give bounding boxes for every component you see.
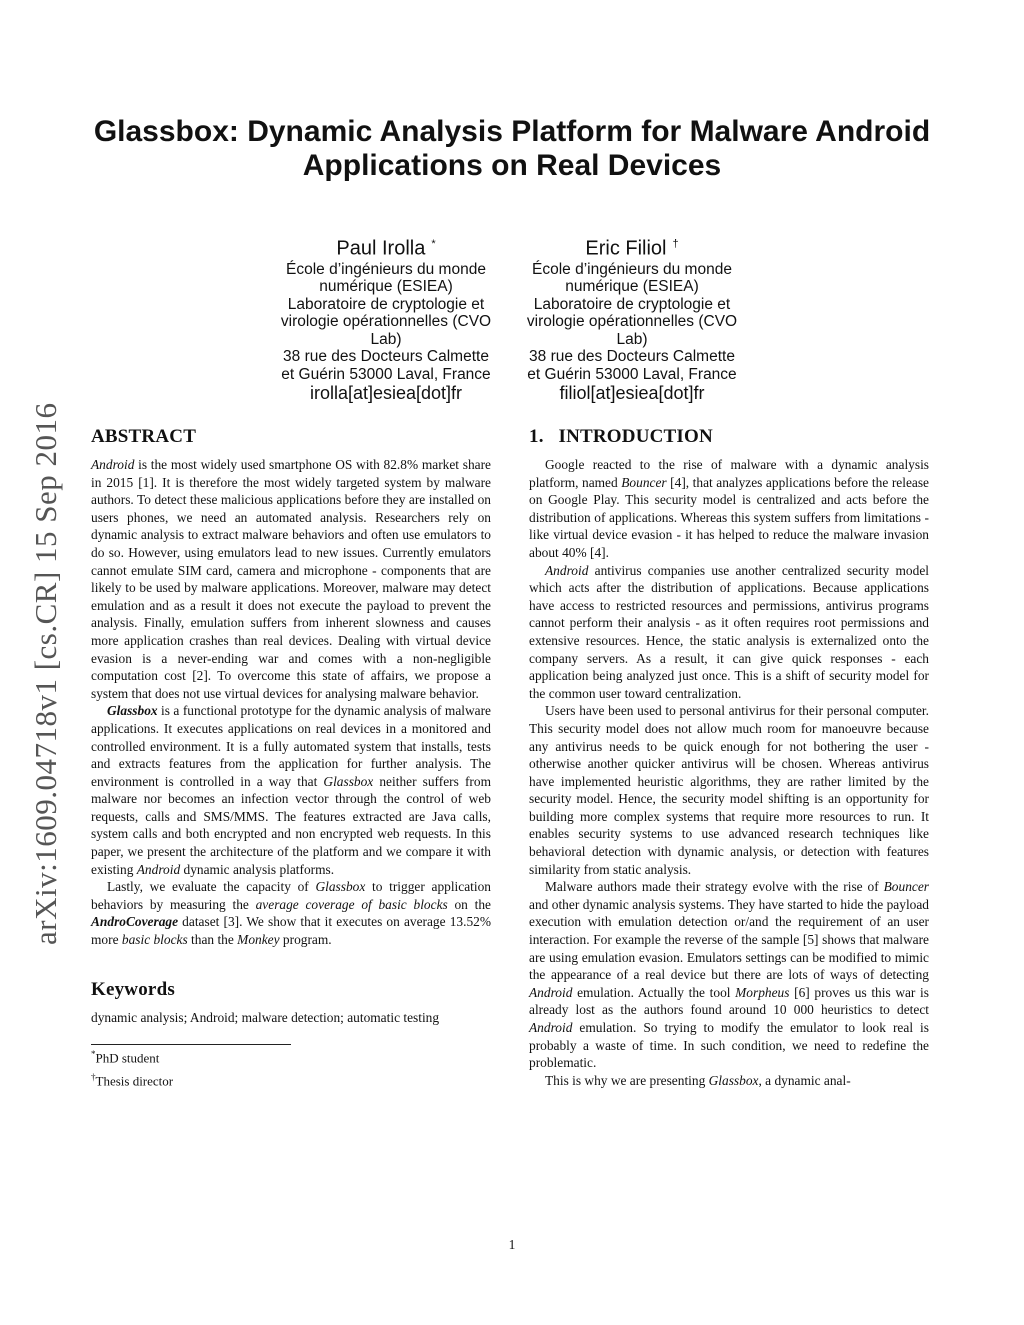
text-run: than the — [187, 932, 238, 948]
text-run: Google reacted to the rise of malware with a dynamic analysis platform, named — [529, 457, 929, 490]
emphasized-text: Glassbox — [107, 703, 158, 719]
affiliation-line: École d’ingénieurs du monde — [532, 260, 732, 278]
text-run: dataset [3]. We show that it executes on average 13.52% more — [91, 914, 491, 948]
emphasized-text: Bouncer — [883, 879, 929, 895]
paper-title-line-1: Glassbox: Dynamic Analysis Platform for Malware Android — [93, 115, 931, 148]
affiliation-line: Lab) — [370, 330, 402, 348]
text-run: emulation. So trying to modify the emulator to look real is probably a waste of time. In such condition, we need to redefine the problematic. — [529, 1020, 929, 1071]
affiliation-line: 38 rue des Docteurs Calmette — [529, 348, 735, 366]
emphasized-text: Bouncer — [621, 474, 667, 490]
affiliation-line: Lab) — [616, 330, 648, 348]
right-column — [529, 426, 929, 1089]
paper-title-line-2: Applications on Real Devices — [302, 149, 722, 182]
text-run: to trigger application behaviors by measuring the — [91, 879, 491, 912]
text-run: is a functional prototype for the dynamic analysis of malware applications. It executes applications on real devices in a monitored and controlled environment. It is a fully automated system that installs, tests and extracts features from the application for further analysis. The environment is controlled in a way that — [91, 703, 491, 789]
abstract-paragraph-2 — [91, 702, 491, 878]
author-block-irolla — [266, 232, 506, 403]
emphasized-text: Glassbox — [323, 773, 374, 789]
emphasized-text: Android — [529, 984, 573, 1000]
introduction-paragraph-5 — [529, 1072, 929, 1090]
text-run: program. — [279, 932, 332, 948]
affiliation-line: numérique (ESIEA) — [319, 278, 453, 296]
text-run: Malware authors made their strategy evolve with the rise of — [545, 879, 884, 895]
affiliation-line: 38 rue des Docteurs Calmette — [283, 348, 489, 366]
text-run: [4], that analyzes applications before the release on Google Play. This security model is centralized and acts before the distribution of applications. Whereas this system suffers from limitations - like virtual device evasion - it has helped to reduce the malware invasion about 40% [4]. — [529, 474, 929, 560]
introduction-paragraph-4 — [529, 878, 929, 1072]
author-name: Paul Irolla * — [336, 237, 436, 260]
author-email: irolla[at]esiea[dot]fr — [309, 383, 463, 404]
emphasized-text: Android — [529, 1020, 573, 1035]
emphasized-text: Morpheus — [735, 984, 790, 1000]
affiliation-line: Laboratoire de cryptologie et — [533, 295, 731, 313]
introduction-paragraph-3 — [529, 702, 929, 878]
emphasized-text: Android — [91, 457, 135, 472]
text-run: Users have been used to personal antivirus for their personal computer. This security model does not allow much room for manoeuvre because any antivirus needs to be quick enough for not bothering the user - otherwise another quicker antivirus will be chosen. Whereas antivirus have implemented heuristic algorithms, they are rather limited by the security model. Hence, the security model shifting is an opportunity for building more complex systems that require more resources to run. It enables security systems to use advanced research techniques like behavioral detection with dynamic analysis, or detection with features similarity from static analysis. — [529, 703, 929, 877]
emphasized-text: Glassbox — [315, 879, 366, 895]
footnote-phd: *PhD student — [91, 1049, 160, 1066]
author-footnote-mark: * — [431, 238, 436, 250]
emphasized-text: basic blocks — [121, 932, 188, 948]
text-run: dynamic analysis platforms. — [180, 861, 335, 877]
left-column — [91, 426, 491, 1090]
affiliation-line: virologie opérationnelles (CVO — [280, 313, 492, 331]
paper-title — [80, 115, 944, 183]
affiliation-line: Laboratoire de cryptologie et — [287, 295, 485, 313]
keywords-section — [91, 979, 491, 1027]
text-run: antivirus companies use another centralized security model which acts after the distribution of applications. Because applications have access to restricted resources and permissions, antivirus programs cannot perform their analysis - as it often requires root permissions and extensive resources. Hence, the static analysis is externalized onto the company servers. As a result, it can give quick responses - each application being analyzed just once. This is a shift of security model for the common user toward centralization. — [529, 562, 929, 701]
keywords-text: dynamic analysis; Android; malware detection; automatic testing — [91, 1009, 440, 1025]
author-footnote-mark: † — [672, 238, 679, 250]
author-block-filiol — [512, 232, 752, 403]
text-run: , a dynamic anal- — [758, 1072, 851, 1088]
text-run: and other dynamic analysis systems. They have started to hide the payload execution with emulation detection or/and the requirement of an user interaction. For example the reverse of the sample [5] shows that malware are using emulation evasion. Emulators settings can be modified to mimic the appearance of a real device but there are lots of ways of detecting — [529, 896, 929, 983]
text-run: neither suffers from malware nor becomes an infection vector through the control of web requests, calls and SMS/MMS. The features extracted are Java calls, system calls and both encrypted and non encrypted web requests. In this paper, we present the architecture of the platform and we compare it with existing — [91, 773, 491, 877]
affiliation-line: virologie opérationnelles (CVO — [526, 313, 738, 331]
arxiv-identifier-stamp: arXiv:1609.04718v1 [cs.CR] 15 Sep 2016 — [28, 402, 63, 945]
introduction-heading: 1. INTRODUCTION — [529, 426, 713, 447]
footnote-director: †Thesis director — [91, 1071, 174, 1088]
emphasized-text: Android — [545, 562, 589, 578]
affiliation-line: École d’ingénieurs du monde — [286, 260, 486, 278]
emphasized-text: Android — [136, 861, 181, 877]
introduction-paragraph-1 — [529, 456, 929, 562]
affiliation-line: et Guérin 53000 Laval, France — [527, 365, 737, 383]
page-number: 1 — [508, 1237, 516, 1252]
abstract-paragraph-1 — [91, 456, 491, 702]
keywords-heading: Keywords — [91, 978, 175, 1000]
emphasized-text: average coverage of basic blocks — [255, 896, 448, 912]
affiliation-line: et Guérin 53000 Laval, France — [281, 365, 491, 383]
text-run: This is why we are presenting — [545, 1072, 709, 1088]
affiliation-line: numérique (ESIEA) — [565, 278, 699, 296]
text-run: emulation. Actually the tool — [572, 984, 736, 1000]
emphasized-text: AndroCoverage — [91, 914, 179, 930]
introduction-paragraph-2 — [529, 562, 929, 703]
emphasized-text: Glassbox — [708, 1072, 759, 1088]
abstract-heading: ABSTRACT — [91, 426, 197, 447]
emphasized-text: Monkey — [237, 932, 280, 948]
text-run: is the most widely used smartphone OS with 82.8% market share in 2015 [1]. It is therefore the most widely targeted system by malware authors. To detect these malicious applications before they are installed on users phones, we need an automated analysis. Researchers rely on dynamic analysis to extract malware behaviors and often use emulators to do so. However, using emulators lead to new issues. Currently emulators cannot emulate SIM card, camera and microphone - components that are likely to be used by malware applications. Moreover, malware may detect emulation and as a result it does not execute the payload to prevent the analysis. Finally, emulation suffers from inherent slowness and causes more application crashes than real devices. Dealing with virtual device evasion is a never-ending war and comes with a non-negligible computation cost [2]. To overcome this state of affairs, we propose a system that does not use virtual devices for analysing malware behavior. — [91, 457, 491, 701]
text-run: Lastly, we evaluate the capacity of — [107, 879, 316, 895]
author-email: filiol[at]esiea[dot]fr — [559, 383, 705, 404]
text-run: [6] proves us this war is already lost as the authors found around 10 000 heuristics to detect — [529, 984, 929, 1018]
author-name: Eric Filiol † — [585, 237, 679, 260]
text-run: on the — [447, 896, 491, 912]
abstract-paragraph-3 — [91, 878, 491, 948]
